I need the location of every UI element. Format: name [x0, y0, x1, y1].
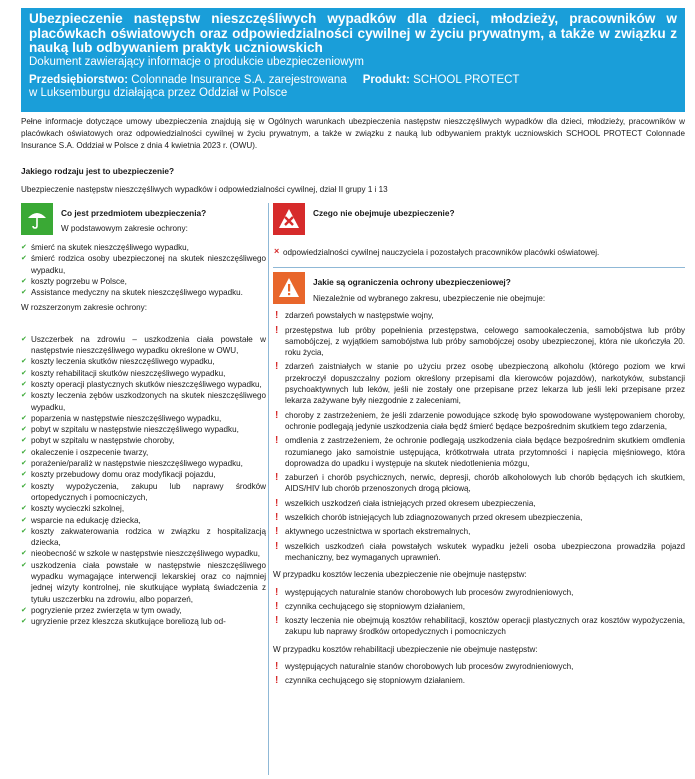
- list-item: ✔ pobyt w szpitalu w następstwie choroby,: [21, 435, 266, 446]
- list-item: ✔ poparzenia w następstwie nieszczęśliwego wypadku,: [21, 413, 266, 424]
- intro-paragraph: Pełne informacje dotyczące umowy ubezpieczenia znajdują się w Ogólnych warunkach ubezpieczenia następstw nieszczęśliwych wypadków dla dzieci, młodzieży, pracowników w placówkach oświatowych oraz odpowiedzialności cywilnej w życiu prywatnym, a także w związku z nauką lub odbywaniem praktyk uczniowskich SCHOOL PROTECT Colonnade Insurance S.A. Oddział w Polsce z dnia 4 kwietnia 2023 r. (OWU).: [21, 117, 685, 150]
- list-item: ! zdarzeń zaistniałych w stanie po użyciu przez osobę ubezpieczoną alkoholu (którego poziom we krwi przekroczył dopuszczalny poziom określony przepisami dla kierowców pojazdów), narkotyków, substancji psychoaktywnych lub leków, jeśli nie zostały one przepisane przez lekarza lub jeśli leki przepisane przez lekarza zażywane były niezgodnie z zaleceniami,: [273, 361, 685, 406]
- list-item: ✔ koszty przebudowy domu oraz modyfikacji pojazdu,: [21, 469, 266, 480]
- list-item: ✔ porażenie/paraliż w następstwie nieszczęśliwego wypadku,: [21, 458, 266, 469]
- extended-list: [21, 334, 266, 628]
- list-item: ✔ koszty wycieczki szkolnej,: [21, 503, 266, 514]
- extended-intro: W rozszerzonym zakresie ochrony:: [21, 303, 147, 313]
- limits-list: [273, 310, 685, 563]
- list-item: ✔ okaleczenie i oszpecenie twarzy,: [21, 447, 266, 458]
- rehab-list: [273, 661, 685, 687]
- list-item: ✔ wsparcie na edukację dziecka,: [21, 515, 266, 526]
- list-item: ✔ śmierć rodzica osoby ubezpieczonej na skutek nieszczęśliwego wypadku,: [21, 253, 266, 276]
- coverage-column: [21, 203, 266, 628]
- list-item: ! wszelkich uszkodzeń ciała istniejących przed okresem ubezpieczenia,: [273, 498, 685, 509]
- list-item: ! wszelkich chorób istniejących lub zdiagnozowanych przed okresem ubezpieczenia,: [273, 512, 685, 523]
- list-item: ✔ koszty rehabilitacji skutków nieszczęśliwego wypadku,: [21, 368, 266, 379]
- list-item: ✔ koszty leczenia zębów uszkodzonych na skutek nieszczęśliwego wypadku,: [21, 390, 266, 413]
- document-header: [21, 8, 685, 112]
- list-item: ! czynnika cechującego się stopniowym działaniem,: [273, 601, 685, 612]
- not-covered-header: [273, 203, 685, 235]
- list-item: ✔ nieobecność w szkole w następstwie nieszczęśliwego wypadku,: [21, 548, 266, 559]
- list-item: ✔ pogryzienie przez zwierzęta w tym owady,: [21, 605, 266, 616]
- not-covered-title: Czego nie obejmuje ubezpieczenie?: [313, 208, 455, 218]
- exclusions-column: [273, 203, 685, 690]
- list-item: ! aktywnego uczestnictwa w sportach ekstremalnych,: [273, 526, 685, 537]
- treatment-intro: W przypadku kosztów leczenia ubezpieczenie nie obejmuje następstw:: [273, 570, 527, 580]
- warning-icon: [273, 272, 305, 304]
- list-item: ! występujących naturalnie stanów chorobowych lub procesów zwyrodnieniowych,: [273, 587, 685, 598]
- list-item: ! czynnika cechującego się stopniowym działaniem.: [273, 675, 685, 686]
- list-item: ! omdlenia z zastrzeżeniem, że ochronie podlegają uszkodzenia ciała będące bezpośrednim skutkiem omdlenia rozumianego jako samoistnie ustępująca, krótkotrwała utrata przytomności i napięcia mięśniowego, która doprowadza do upadku i występuje na skutek niedotlenienia mózgu,: [273, 435, 685, 469]
- product-label: Produkt:: [362, 73, 410, 86]
- list-item: ! występujących naturalnie stanów chorobowych lub procesów zwyrodnieniowych,: [273, 661, 685, 672]
- insurer-name: Colonnade Insurance S.A. zarejestrowana: [131, 73, 347, 86]
- list-item: ! wszelkich uszkodzeń ciała powstałych wskutek wypadku jeżeli osoba ubezpieczona prowadziła pojazd mechaniczny, bez wymaganych uprawnień.: [273, 541, 685, 564]
- product-name: SCHOOL PROTECT: [413, 73, 520, 86]
- coverage-title: Co jest przedmiotem ubezpieczenia?: [61, 208, 207, 218]
- list-item: ✔ koszty pogrzebu w Polsce,: [21, 276, 266, 287]
- limits-intro: Niezależnie od wybranego zakresu, ubezpieczenie nie obejmuje:: [313, 293, 546, 303]
- list-item: ✔ śmierć na skutek nieszczęśliwego wypadku,: [21, 242, 266, 253]
- treatment-list: [273, 587, 685, 638]
- umbrella-icon: [21, 203, 53, 235]
- list-item: ✔ uszkodzenia ciała powstałe w następstwie nieszczęśliwego wypadku wymagające interwencji lekarskiej oraz co najmniej jednej wizyty kontrolnej, nie skutkujące wypłatą świadczenia z tytułu uszczerbku na zdrowiu, albo poparzeń,: [21, 560, 266, 605]
- insurer-row: [29, 74, 677, 87]
- list-item: ✔ ugryzienie przez kleszcza skutkujące boreliozą lub od-: [21, 616, 266, 627]
- list-item: ! choroby z zastrzeżeniem, że jeśli zdarzenie powodujące szkodę było spowodowane występowaniem choroby, ochronie podlegają jedynie uszkodzenia ciała będź śmierć będące bezpośrednim skutkiem tego zdarzenia,: [273, 410, 685, 433]
- list-item: ! zaburzeń i chorób psychicznych, nerwic, depresji, chorób alkoholowych lub chorób będących ich skutkiem, AIDS/HIV lub chorób przenoszonych drogą płciową,: [273, 472, 685, 495]
- rehab-intro: W przypadku kosztów rehabilitacji ubezpieczenie nie obejmuje następstw:: [273, 644, 538, 654]
- cross-icon: [273, 203, 305, 235]
- list-item: ! przestępstwa lub próby popełnienia przestępstwa, celowego samookaleczenia, samobójstwa lub próby samobójczej, z wyjątkiem samobójstwa lub próby samobójczej osoby ubezpieczonej, która nie ukończyła 20. roku życia,: [273, 325, 685, 359]
- list-item: ! zdarzeń powstałych w następstwie wojny,: [273, 310, 685, 321]
- limits-header: [273, 272, 685, 304]
- document-title: Ubezpieczenie następstw nieszczęśliwych wypadków dla dzieci, młodzieży, pracowników w placówkach oświatowych oraz odpowiedzialności cywilnej w życiu prywatnym, a także w związku z nauką lub odbywaniem praktyk uczniowskich: [29, 11, 677, 55]
- list-item: × odpowiedzialności cywilnej nauczyciela i pozostałych pracowników placówki oświatowej.: [273, 247, 685, 258]
- list-item: ! koszty leczenia nie obejmują kosztów rehabilitacji, kosztów operacji plastycznych oraz kosztów wypożyczenia, zakupu lub naprawy środków ortopedycznych i pomocniczych: [273, 615, 685, 638]
- list-item: ✔ Uszczerbek na zdrowiu – uszkodzenia ciała powstałe w następstwie nieszczęśliwego wypadku określone w OWU,: [21, 334, 266, 357]
- insurer-label: Przedsiębiorstwo:: [29, 73, 129, 86]
- list-item: ✔ Assistance medyczny na skutek nieszczęśliwego wypadku.: [21, 287, 266, 298]
- section-divider: [273, 267, 685, 268]
- list-item: ✔ koszty wypożyczenia, zakupu lub naprawy środków ortopedycznych i pomocniczych,: [21, 481, 266, 504]
- column-divider: [268, 203, 269, 775]
- insurer-line2: w Luksemburgu działająca przez Oddział w Polsce: [29, 86, 288, 99]
- type-question: Jakiego rodzaju jest to ubezpieczenie?: [21, 166, 175, 176]
- basic-list: [21, 242, 266, 298]
- list-item: ✔ koszty operacji plastycznych skutków nieszczęśliwego wypadku,: [21, 379, 266, 390]
- not-covered-list: [273, 247, 685, 258]
- coverage-header: [21, 203, 266, 235]
- document-subtitle: Dokument zawierający informacje o produkcie ubezpieczeniowym: [29, 55, 364, 68]
- list-item: ✔ pobyt w szpitalu w następstwie nieszczęśliwego wypadku,: [21, 424, 266, 435]
- type-answer: Ubezpieczenie następstw nieszczęśliwych wypadków i odpowiedzialności cywilnej, dział II grupy 1 i 13: [21, 185, 388, 194]
- limits-title: Jakie są ograniczenia ochrony ubezpieczeniowej?: [313, 277, 511, 288]
- list-item: ✔ koszty leczenia skutków nieszczęśliwego wypadku,: [21, 356, 266, 367]
- list-item: ✔ koszty zakwaterowania rodzica w związku z hospitalizacją dziecka,: [21, 526, 266, 549]
- basic-intro: W podstawowym zakresie ochrony:: [61, 224, 188, 234]
